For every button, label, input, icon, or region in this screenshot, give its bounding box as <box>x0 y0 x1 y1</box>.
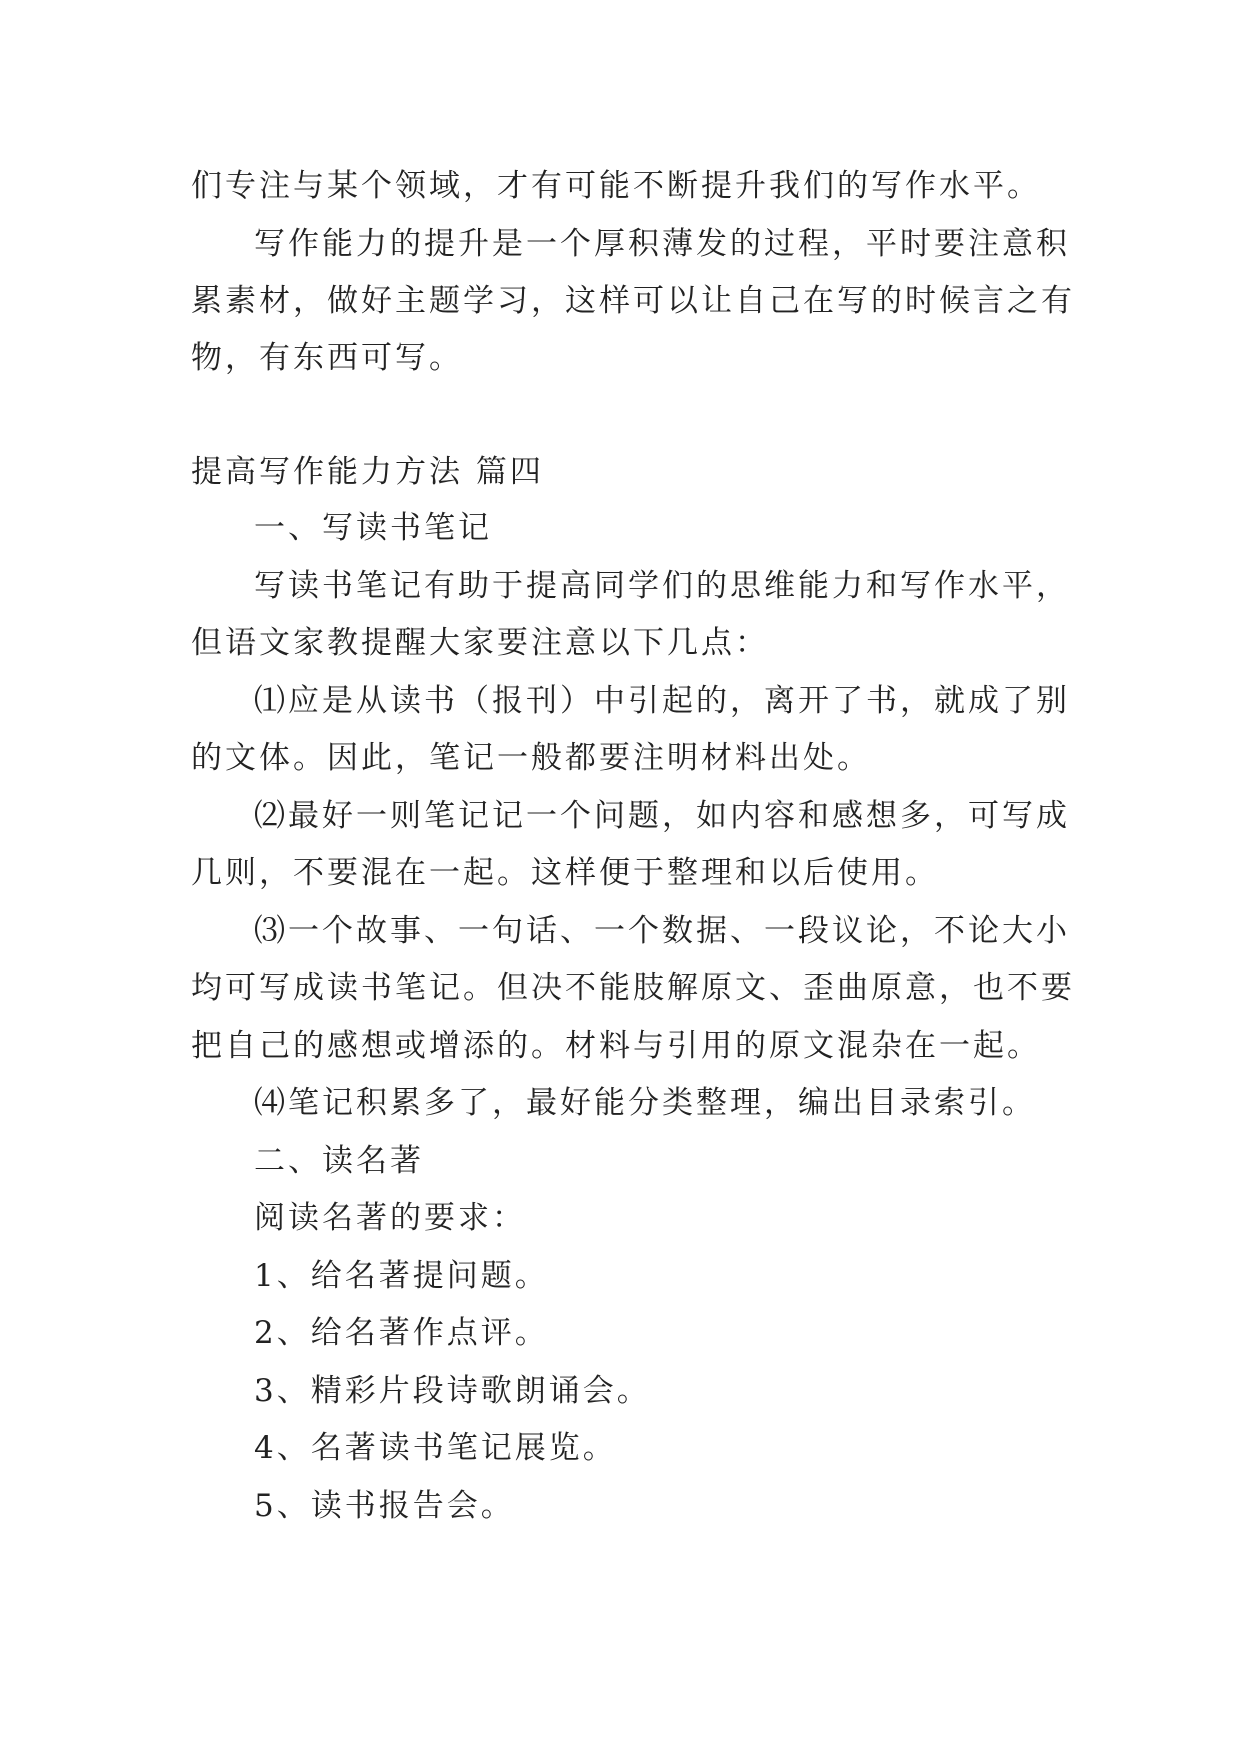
list-item: 5、读书报告会。 <box>254 1488 515 1524</box>
paragraph-line: 写作能力的提升是一个厚积薄发的过程，平时要注意积 <box>254 226 1070 262</box>
paragraph-line: 的文体。因此，笔记一般都要注明材料出处。 <box>191 740 871 776</box>
paragraph-line: 累素材，做好主题学习，这样可以让自己在写的时候言之有 <box>191 283 1075 319</box>
paragraph-line: 们专注与某个领域，才有可能不断提升我们的写作水平。 <box>191 168 1041 204</box>
paragraph-line: 写读书笔记有助于提高同学们的思维能力和写作水平， <box>254 568 1070 604</box>
paragraph-line: 把自己的感想或增添的。材料与引用的原文混杂在一起。 <box>191 1028 1041 1064</box>
list-item: ⑴应是从读书（报刊）中引起的，离开了书，就成了别 <box>254 683 1070 719</box>
paragraph-line: 几则，不要混在一起。这样便于整理和以后使用。 <box>191 855 939 891</box>
list-item: 1、给名著提问题。 <box>254 1258 549 1294</box>
list-item: ⑵最好一则笔记记一个问题，如内容和感想多，可写成 <box>254 798 1070 834</box>
list-item: ⑷笔记积累多了，最好能分类整理，编出目录索引。 <box>254 1085 1036 1121</box>
paragraph-line: 阅读名著的要求： <box>254 1200 526 1236</box>
paragraph-line: 物，有东西可写。 <box>191 340 463 376</box>
section-heading: 提高写作能力方法 篇四 <box>191 454 544 490</box>
subheading: 二、读名著 <box>254 1143 424 1179</box>
list-item: ⑶一个故事、一句话、一个数据、一段议论，不论大小 <box>254 913 1070 949</box>
paragraph-line: 均可写成读书笔记。但决不能肢解原文、歪曲原意，也不要 <box>191 970 1075 1006</box>
list-item: 4、名著读书笔记展览。 <box>254 1430 617 1466</box>
list-item: 3、精彩片段诗歌朗诵会。 <box>254 1373 651 1409</box>
list-item: 2、给名著作点评。 <box>254 1315 549 1351</box>
paragraph-line: 但语文家教提醒大家要注意以下几点： <box>191 625 769 661</box>
subheading: 一、写读书笔记 <box>254 510 492 546</box>
